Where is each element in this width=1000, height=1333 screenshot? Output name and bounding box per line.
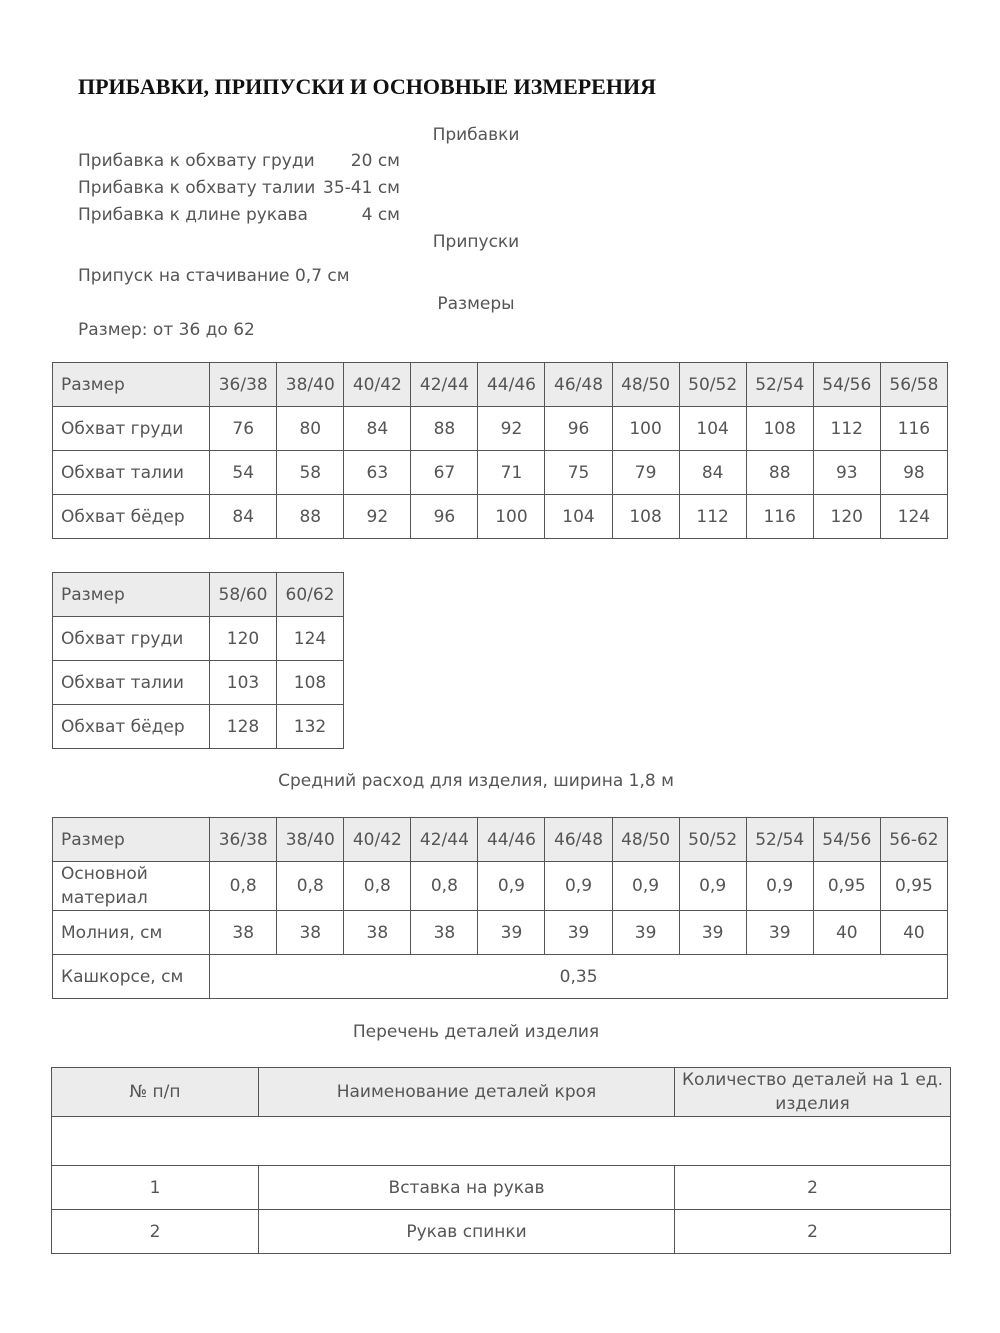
table-row xyxy=(52,1210,951,1254)
table-cell: 96 xyxy=(545,407,612,451)
table-cell: 39 xyxy=(612,911,679,955)
header-cell: 52/54 xyxy=(746,818,813,862)
header-cell: 48/50 xyxy=(612,363,679,407)
header-cell: № п/п xyxy=(52,1068,259,1117)
row-label: Обхват талии xyxy=(53,661,210,705)
table-cell: 80 xyxy=(277,407,344,451)
header-cell: 60/62 xyxy=(277,573,344,617)
header-cell: 38/40 xyxy=(277,363,344,407)
table-cell: 88 xyxy=(277,495,344,539)
table-row xyxy=(53,617,344,661)
header-cell: 36/38 xyxy=(210,363,277,407)
table-cell: 108 xyxy=(746,407,813,451)
header-cell: 50/52 xyxy=(679,363,746,407)
table-cell: 39 xyxy=(746,911,813,955)
sizes-range-text: Размер: от 36 до 62 xyxy=(78,320,255,340)
table-cell: 38 xyxy=(277,911,344,955)
seams-heading: Припуски xyxy=(432,232,520,252)
table-cell: 0,8 xyxy=(344,862,411,911)
header-cell: 40/42 xyxy=(344,363,411,407)
table-header-row xyxy=(52,1068,951,1117)
header-cell: 38/40 xyxy=(277,818,344,862)
header-cell: 56/58 xyxy=(880,363,947,407)
table-cell: 112 xyxy=(679,495,746,539)
table-cell: 108 xyxy=(277,661,344,705)
table-row xyxy=(53,862,948,911)
row-label: Обхват бёдер xyxy=(53,495,210,539)
sizes-heading: Размеры xyxy=(437,294,515,314)
table-row xyxy=(53,705,344,749)
table-cell: 63 xyxy=(344,451,411,495)
table-cell: 39 xyxy=(679,911,746,955)
table-row xyxy=(53,495,948,539)
allowance-label-sleeve: Прибавка к длине рукава xyxy=(78,205,308,225)
table-cell: 84 xyxy=(210,495,277,539)
row-label: Обхват груди xyxy=(53,407,210,451)
row-label: Молния, см xyxy=(53,911,210,955)
header-cell: 58/60 xyxy=(210,573,277,617)
header-cell: Количество деталей на 1 ед. изделия xyxy=(675,1068,951,1117)
header-cell: Размер xyxy=(53,818,210,862)
table-cell: 0,8 xyxy=(411,862,478,911)
header-cell: 46/48 xyxy=(545,818,612,862)
table-cell: 1 xyxy=(52,1166,259,1210)
table-row xyxy=(53,911,948,955)
table-cell: 124 xyxy=(277,617,344,661)
table-cell: 92 xyxy=(344,495,411,539)
table-cell: 124 xyxy=(880,495,947,539)
table-cell: 79 xyxy=(612,451,679,495)
header-cell: 36/38 xyxy=(210,818,277,862)
header-cell: 54/56 xyxy=(813,818,880,862)
allowance-label-chest: Прибавка к обхвату груди xyxy=(78,151,315,171)
table-row xyxy=(53,955,948,999)
table-cell: 0,9 xyxy=(612,862,679,911)
table-cell: 120 xyxy=(210,617,277,661)
table-cell: 84 xyxy=(679,451,746,495)
table-cell: 0,95 xyxy=(880,862,947,911)
table-cell: 0,9 xyxy=(545,862,612,911)
table-cell: 0,35 xyxy=(210,955,948,999)
table-cell: 100 xyxy=(612,407,679,451)
table-cell: 92 xyxy=(478,407,545,451)
header-cell: Наименование деталей кроя xyxy=(259,1068,675,1117)
table-cell: 2 xyxy=(675,1210,951,1254)
table-cell: 0,9 xyxy=(679,862,746,911)
header-cell: 40/42 xyxy=(344,818,411,862)
header-cell: 56-62 xyxy=(880,818,947,862)
allowance-label-waist: Прибавка к обхвату талии xyxy=(78,178,316,198)
table-cell: 104 xyxy=(545,495,612,539)
table-cell: 128 xyxy=(210,705,277,749)
table-cell: 120 xyxy=(813,495,880,539)
header-cell: 52/54 xyxy=(746,363,813,407)
table-row xyxy=(52,1166,951,1210)
header-cell: 46/48 xyxy=(545,363,612,407)
table-cell: 2 xyxy=(52,1210,259,1254)
table-cell: 88 xyxy=(411,407,478,451)
table-cell: 71 xyxy=(478,451,545,495)
table-cell: 116 xyxy=(880,407,947,451)
page-title: ПРИБАВКИ, ПРИПУСКИ И ОСНОВНЫЕ ИЗМЕРЕНИЯ xyxy=(78,74,656,99)
parts-heading: Перечень деталей изделия xyxy=(352,1022,600,1042)
table-cell: 98 xyxy=(880,451,947,495)
header-cell: 54/56 xyxy=(813,363,880,407)
table-cell: Рукав спинки xyxy=(259,1210,675,1254)
header-cell: Размер xyxy=(53,573,210,617)
row-label: Обхват талии xyxy=(53,451,210,495)
table-cell: 93 xyxy=(813,451,880,495)
table-cell: 38 xyxy=(411,911,478,955)
row-label: Кашкорсе, см xyxy=(53,955,210,999)
table-cell: 2 xyxy=(675,1166,951,1210)
seam-allowance-text: Припуск на стачивание 0,7 см xyxy=(78,266,350,286)
table-cell: 58 xyxy=(277,451,344,495)
parts-table xyxy=(51,1067,951,1254)
table-cell: 40 xyxy=(813,911,880,955)
table-cell: 96 xyxy=(411,495,478,539)
table-cell: 54 xyxy=(210,451,277,495)
allowance-value-waist: 35-41 см xyxy=(323,178,400,198)
table-cell: 67 xyxy=(411,451,478,495)
header-cell: 42/44 xyxy=(411,818,478,862)
consumption-heading: Средний расход для изделия, ширина 1,8 м xyxy=(278,771,674,791)
allowance-value-sleeve: 4 см xyxy=(361,205,400,225)
table-cell: 104 xyxy=(679,407,746,451)
header-cell: 48/50 xyxy=(612,818,679,862)
table-cell: 40 xyxy=(880,911,947,955)
table-cell: 132 xyxy=(277,705,344,749)
measurements-table-2 xyxy=(52,572,344,749)
header-cell: 42/44 xyxy=(411,363,478,407)
table-header-row xyxy=(53,818,948,862)
allowances-heading: Прибавки xyxy=(432,125,520,145)
table-cell: 0,9 xyxy=(746,862,813,911)
header-cell: Размер xyxy=(53,363,210,407)
table-cell: 38 xyxy=(344,911,411,955)
row-label: Обхват груди xyxy=(53,617,210,661)
table-cell: 88 xyxy=(746,451,813,495)
empty-cell xyxy=(52,1117,951,1166)
table-cell: Вставка на рукав xyxy=(259,1166,675,1210)
header-cell: 44/46 xyxy=(478,818,545,862)
row-label: Обхват бёдер xyxy=(53,705,210,749)
header-cell: 44/46 xyxy=(478,363,545,407)
table-cell: 76 xyxy=(210,407,277,451)
table-header-row xyxy=(53,363,948,407)
measurements-table-1 xyxy=(52,362,948,539)
table-cell: 108 xyxy=(612,495,679,539)
table-cell: 75 xyxy=(545,451,612,495)
table-cell: 39 xyxy=(478,911,545,955)
table-row xyxy=(53,451,948,495)
table-cell: 0,8 xyxy=(210,862,277,911)
table-cell: 38 xyxy=(210,911,277,955)
table-row-empty xyxy=(52,1117,951,1166)
table-cell: 0,8 xyxy=(277,862,344,911)
table-cell: 0,9 xyxy=(478,862,545,911)
consumption-table xyxy=(52,817,948,999)
table-cell: 103 xyxy=(210,661,277,705)
table-cell: 84 xyxy=(344,407,411,451)
table-cell: 39 xyxy=(545,911,612,955)
table-header-row xyxy=(53,573,344,617)
row-label: Основной материал xyxy=(53,862,210,911)
allowance-value-chest: 20 см xyxy=(350,151,400,171)
table-row xyxy=(53,661,344,705)
table-cell: 0,95 xyxy=(813,862,880,911)
table-cell: 112 xyxy=(813,407,880,451)
header-cell: 50/52 xyxy=(679,818,746,862)
table-cell: 100 xyxy=(478,495,545,539)
table-row xyxy=(53,407,948,451)
table-cell: 116 xyxy=(746,495,813,539)
